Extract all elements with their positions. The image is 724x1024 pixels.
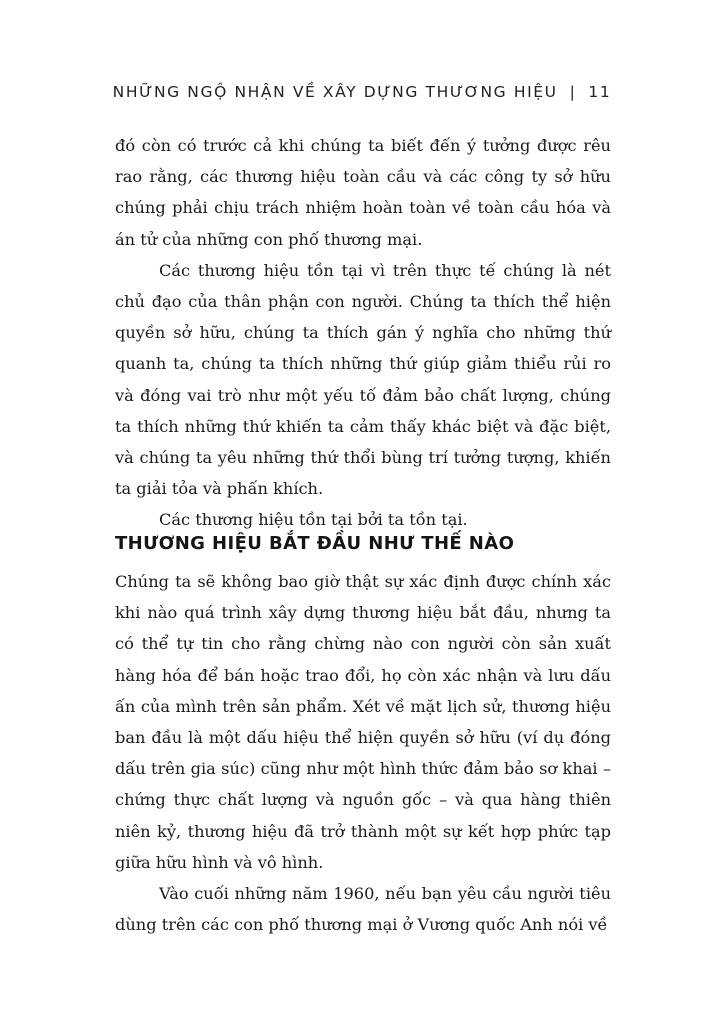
running-head-title: NHỮNG NGỘ NHẬN VỀ XÂY DỰNG THƯƠNG HIỆU [112, 83, 558, 101]
text-block-section-2 [115, 566, 611, 940]
paragraph: Các thương hiệu tồn tại bởi ta tồn tại. [159, 510, 468, 530]
running-head [0, 83, 724, 101]
paragraph: Các thương hiệu tồn tại vì trên thực tế chúng là nét chủ đạo của thân phận con người. Chúng ta thích thể hiện quyền sở hữu, chúng ta thích gán ý nghĩa cho những thứ quanh ta, chúng ta thích những thứ giúp giảm thiểu rủi ro và đóng vai trò như một yếu tố đảm bảo chất lượng, chúng ta thích những thứ khiến ta cảm thấy khác biệt và đặc biệt, và chúng ta yêu những thứ thổi bùng trí tưởng tượng, khiến ta giải tỏa và phấn khích. [115, 260, 611, 499]
page-number: 11 [588, 83, 612, 101]
paragraph-continued: đó còn có trước cả khi chúng ta biết đến ý tưởng được rêu rao rằng, các thương hiệu toàn cầu và các công ty sở hữu chúng phải chịu trách nhiệm hoàn toàn về toàn cầu hóa và án tử của những con phố thương mại. [115, 136, 611, 249]
running-head-separator: | [569, 83, 577, 101]
paragraph: Vào cuối những năm 1960, nếu bạn yêu cầu người tiêu dùng trên các con phố thương mại ở Vương quốc Anh nói về [115, 884, 611, 935]
text-block-section-1 [115, 130, 611, 536]
section-heading: THƯƠNG HIỆU BẮT ĐẦU NHƯ THẾ NÀO [115, 533, 515, 554]
paragraph: Chúng ta sẽ không bao giờ thật sự xác định được chính xác khi nào quá trình xây dựng thương hiệu bắt đầu, nhưng ta có thể tự tin cho rằng chừng nào con người còn sản xuất hàng hóa để bán hoặc trao đổi, họ còn xác nhận và lưu dấu ấn của mình trên sản phẩm. Xét về mặt lịch sử, thương hiệu ban đầu là một dấu hiệu thể hiện quyền sở hữu (ví dụ đóng dấu trên gia súc) cũng như một hình thức đảm bảo sơ khai – chứng thực chất lượng và nguồn gốc – và qua hàng thiên niên kỷ, thương hiệu đã trở thành một sự kết hợp phức tạp giữa hữu hình và vô hình. [115, 572, 611, 872]
